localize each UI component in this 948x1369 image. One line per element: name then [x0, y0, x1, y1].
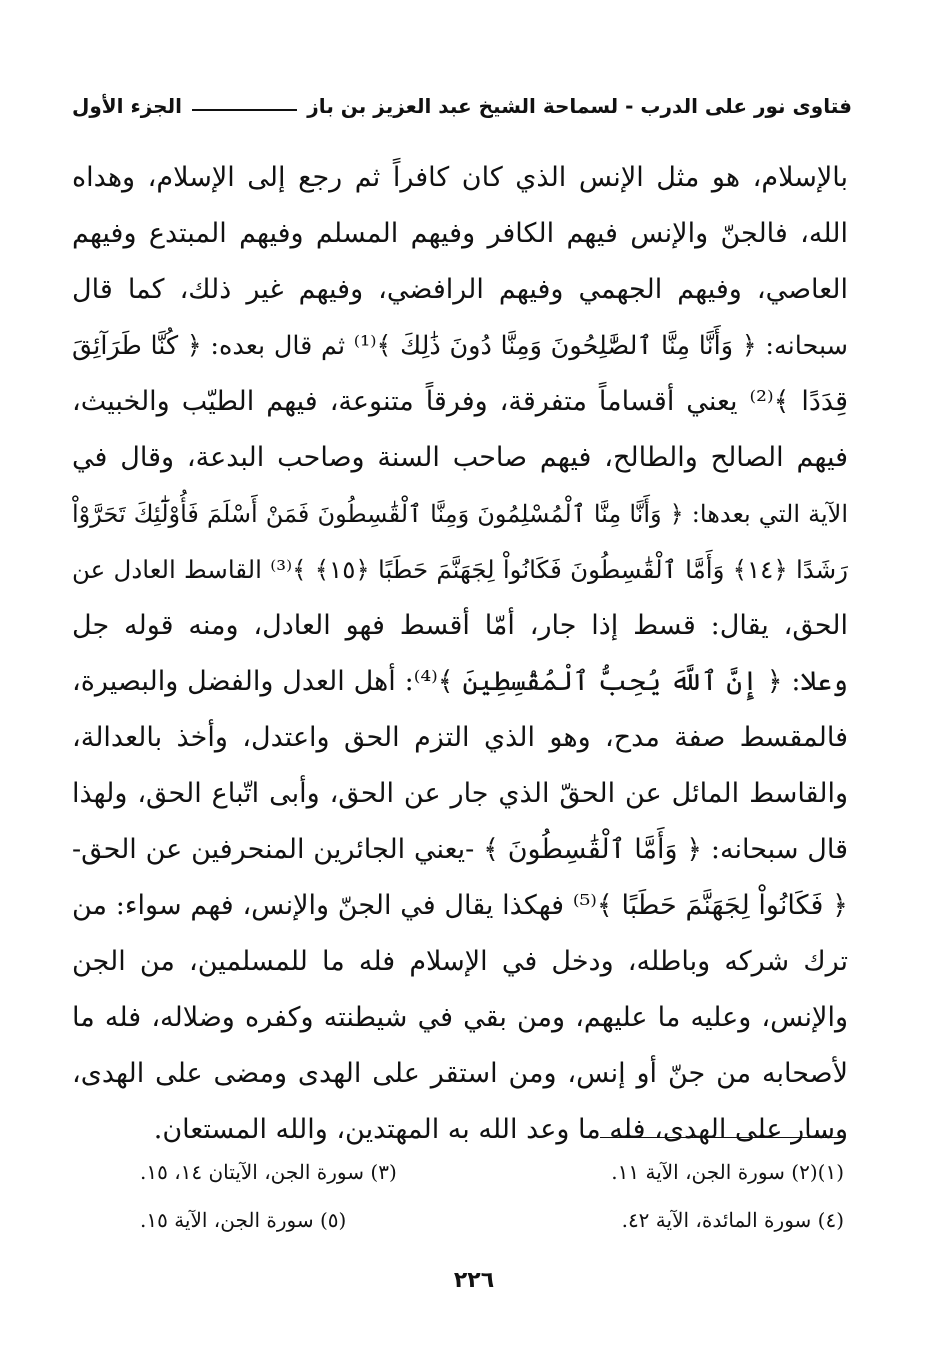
footnote-5: (٥) سورة الجن، الآية ١٥. [140, 1208, 347, 1232]
text-line: والإنس، وعليه ما عليهم، ومن بقي في شيطنته وكفره وضلاله، فله ما [72, 1002, 848, 1033]
text-line: رَشَدًا ﴿١٤﴾ وَأَمَّا ٱلْقَٰسِطُونَ فَكَانُواْ لِجَهَنَّمَ حَطَبًا ﴿١٥﴾ ﴾⁽³⁾ القاسط العادل عن [72, 555, 848, 584]
text-line: وعلا: ﴿ إِنَّ ٱللَّهَ يُحِبُّ ٱلْمُقْسِطِينَ ﴾⁽⁴⁾: أهل العدل والفضل والبصيرة، [72, 666, 848, 697]
text-line: ﴿ فَكَانُواْ لِجَهَنَّمَ حَطَبًا ﴾⁽⁵⁾ فهكذا يقال في الجنّ والإنس، فهم سواء: من [72, 890, 848, 921]
text-line: سبحانه: ﴿ وَأَنَّا مِنَّا ٱلصَّٰلِحُونَ وَمِنَّا دُونَ ذَٰلِكَ ﴾⁽¹⁾ ثم قال بعده: ﴿ كُنَّا طَرَآئِقَ [72, 331, 848, 361]
text-line: فالمقسط صفة مدح، وهو الذي التزم الحق واعتدل، وأخذ بالعدالة، [72, 722, 848, 753]
footnote-row [140, 1148, 844, 1196]
footnote-row [140, 1196, 844, 1244]
text-line: الحق، يقال: قسط إذا جار، أمّا أقسط فهو العادل، ومنه قوله جل [72, 610, 848, 641]
text-line: قِدَدًا ﴾⁽²⁾ يعني أقساماً متفرقة، وفرقاً متنوعة، فيهم الطيّب والخبيث، [72, 386, 848, 417]
header-volume: الجزء الأول [72, 94, 182, 118]
text-line: العاصي، وفيهم الجهمي وفيهم الرافضي، وفيهم غير ذلك، كما قال [72, 274, 848, 305]
running-header [72, 88, 852, 124]
header-book-title: فتاوى نور على الدرب - لسماحة الشيخ عبد العزيز بن باز [307, 94, 852, 118]
text-line: الله، فالجنّ والإنس فيهم الكافر وفيهم المسلم وفيهم المبتدع وفيهم [72, 218, 848, 249]
footnote-3: (٣) سورة الجن، الآيتان ١٤، ١٥. [140, 1160, 397, 1184]
text-line: الآية التي بعدها: ﴿ وَأَنَّا مِنَّا ٱلْمُسْلِمُونَ وَمِنَّا ٱلْقَٰسِطُونَ فَمَنْ أَسْلَمَ فَأُوْلَٰٓئِكَ تَحَرَّوْاْ [72, 500, 848, 528]
footnote-4: (٤) سورة المائدة، الآية ٤٢. [621, 1208, 844, 1232]
text-line: وسار على الهدى، فله ما وعد الله به المهتدين، والله المستعان. [153, 1114, 848, 1145]
footnote-1-2: (١)(٢) سورة الجن، الآية ١١. [611, 1160, 844, 1184]
text-line: فيهم الصالح والطالح، فيهم صاحب السنة وصاحب البدعة، وقال في [72, 442, 848, 473]
text-line: والقاسط المائل عن الحقّ الذي جار عن الحق، وأبى اتّباع الحق، ولهذا [72, 778, 848, 809]
header-rule [192, 109, 297, 111]
footnotes [140, 1148, 844, 1244]
page-number: ٢٢٦ [453, 1268, 495, 1293]
fatwa-body-text [72, 150, 848, 1158]
text-line: لأصحابه من جنّ أو إنس، ومن استقر على الهدى ومضى على الهدى، [72, 1058, 848, 1089]
text-line: ترك شركه وباطله، ودخل في الإسلام فله ما للمسلمين، من الجن [72, 946, 848, 977]
text-line: بالإسلام، هو مثل الإنس الذي كان كافراً ثم رجع إلى الإسلام، وهداه [72, 162, 848, 193]
footnote-divider [600, 1137, 844, 1138]
text-line: قال سبحانه: ﴿ وَأَمَّا ٱلْقَٰسِطُونَ ﴾ -يعني الجائرين المنحرفين عن الحق- [72, 834, 848, 865]
